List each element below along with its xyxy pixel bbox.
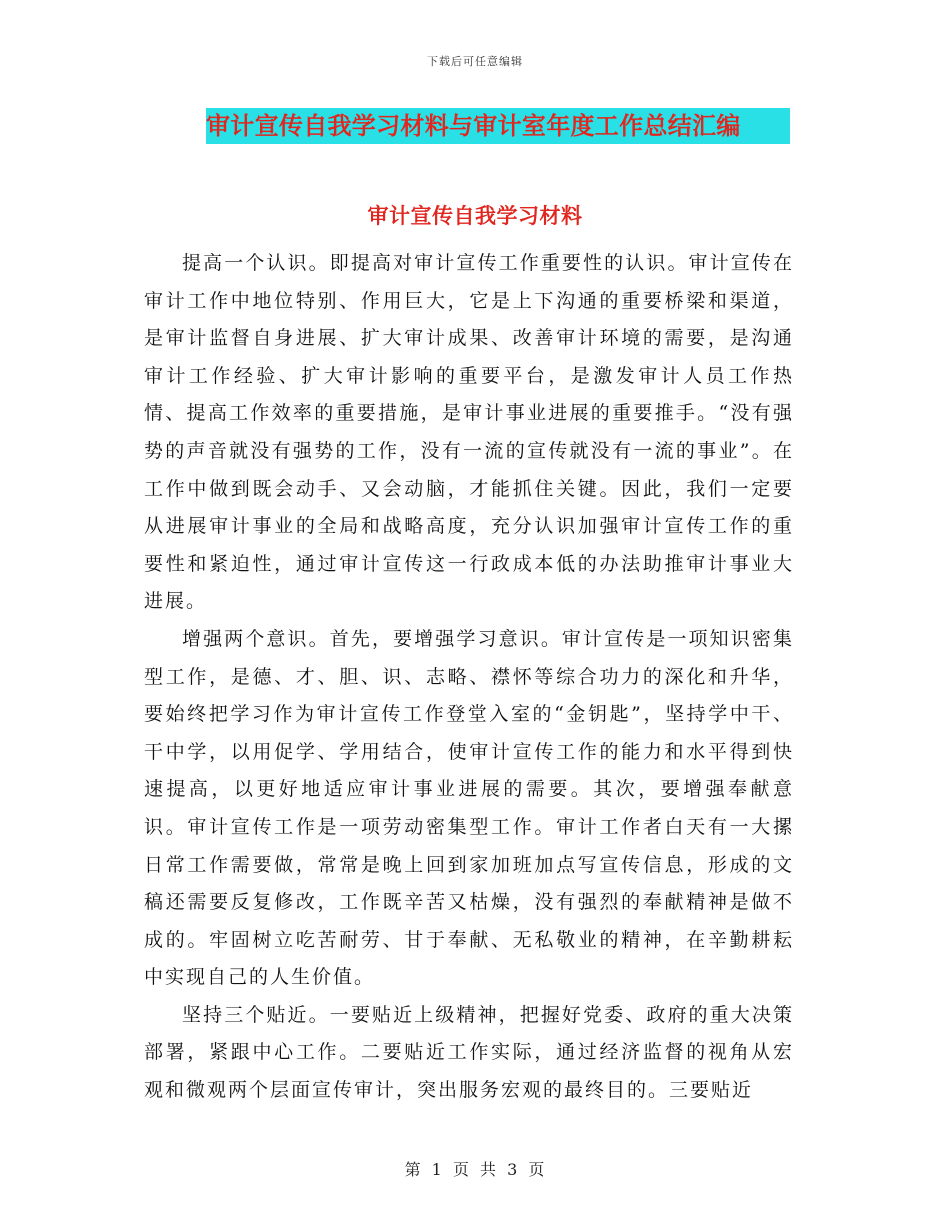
paragraph: 坚持三个贴近。一要贴近上级精神，把握好党委、政府的重大决策部署，紧跟中心工作。二要贴近工作实际，通过经济监督的视角从宏观和微观两个层面宣传审计，突出服务宏观的最终目的。三要贴近 [144,1003,794,1102]
document-body [144,245,794,1110]
page-number: 第 1 页 共 3 页 [404,1160,546,1179]
section-title: 审计宣传自我学习材料 [367,204,583,228]
paragraph: 提高一个认识。即提高对审计宣传工作重要性的认识。审计宣传在审计工作中地位特别、作用巨大，它是上下沟通的重要桥梁和渠道，是审计监督自身进展、扩大审计成果、改善审计环境的需要，是沟通审计工作经验、扩大审计影响的重要平台，是激发审计人员工作热情、提高工作效率的重要措施，是审计事业进展的重要推手。“没有强势的声音就没有强势的工作，没有一流的宣传就没有一流的事业”。在工作中做到既会动手、又会动脑，才能抓住关键。因此，我们一定要从进展审计事业的全局和战略高度，充分认识加强审计宣传工作的重要性和紧迫性，通过审计宣传这一行政成本低的办法助推审计事业大进展。 [144,252,794,613]
paragraph: 增强两个意识。首先，要增强学习意识。审计宣传是一项知识密集型工作，是德、才、胆、识、志略、襟怀等综合功力的深化和升华，要始终把学习作为审计宣传工作登堂入室的“金钥匙”，坚持学中干、干中学，以用促学、学用结合，使审计宣传工作的能力和水平得到快速提高，以更好地适应审计事业进展的需要。其次，要增强奉献意识。审计宣传工作是一项劳动密集型工作。审计工作者白天有一大摞日常工作需要做，常常是晚上回到家加班加点写宣传信息，形成的文稿还需要反复修改，工作既辛苦又枯燥，没有强烈的奉献精神是做不成的。牢固树立吃苦耐劳、甘于奉献、无私敬业的精神，在辛勤耕耘中实现自己的人生价值。 [144,627,794,989]
main-title: 审计宣传自我学习材料与审计室年度工作总结汇编 [206,112,741,140]
main-title-highlight [206,108,790,144]
page-header-note: 下载后可任意编辑 [427,55,523,68]
